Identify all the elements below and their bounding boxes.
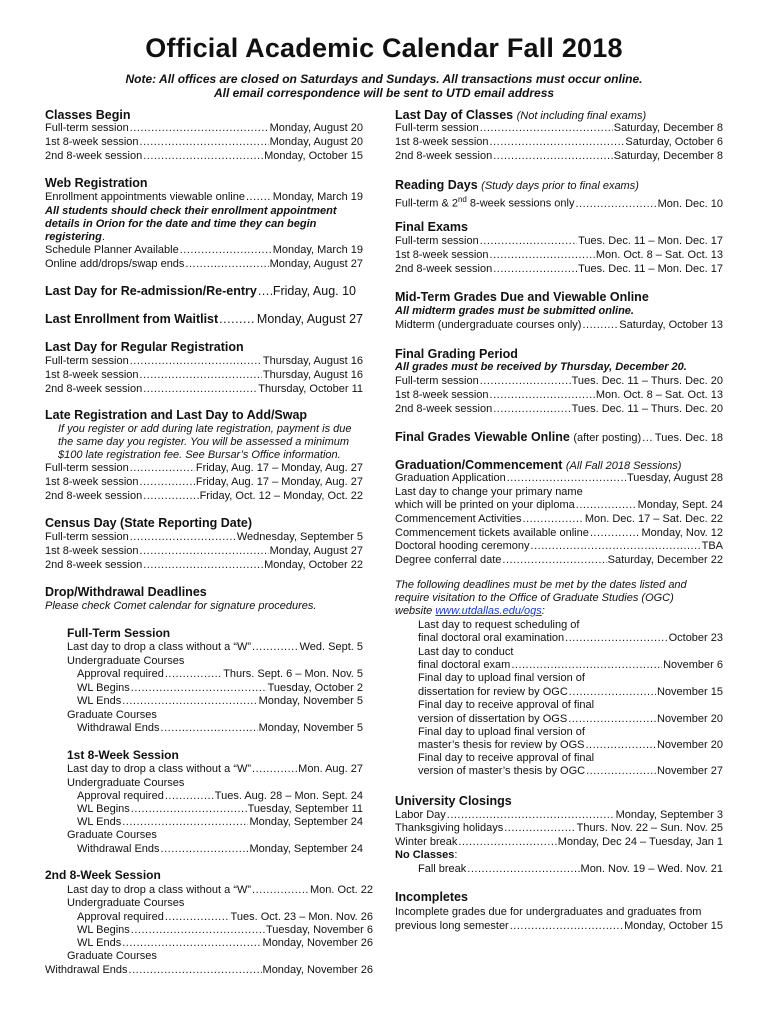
final-grading-row: 2nd 8-week session ..... Tues. Dec. 11 – Thurs. Dec. 20	[395, 403, 723, 416]
first-8-week-heading: 1st 8-Week Session	[67, 748, 179, 762]
census-row: Full-term session ..... Wednesday, September 5	[45, 531, 363, 544]
reading-days-heading: Reading Days (Study days prior to final exams)	[395, 178, 639, 192]
undergraduate-label: Undergraduate Courses	[67, 777, 185, 789]
late-registration-row: 1st 8-week session ..... Friday, Aug. 17 – Monday, Aug. 27	[45, 476, 363, 489]
closings-heading: University Closings	[395, 794, 512, 808]
drop-heading: Drop/Withdrawal Deadlines	[45, 585, 207, 599]
drop-row: WL Begins ..... Tuesday, November 6	[77, 924, 373, 937]
drop-row: Withdrawal Ends ..... Monday, September 24	[77, 843, 363, 856]
ogc-note: website www.utdallas.edu/ogs:	[395, 605, 545, 617]
drop-row: Withdrawal Ends ..... Monday, November 5	[77, 722, 363, 735]
midterm-note: All midterm grades must be submitted online.	[395, 305, 634, 317]
drop-row: WL Begins ..... Tuesday, October 2	[77, 682, 363, 695]
ogc-item-row: final doctoral oral examination ..... October 23	[418, 632, 723, 645]
web-registration-note: registering.	[45, 231, 105, 243]
drop-row: Last day to drop a class without a “W” ..... Mon. Oct. 22	[67, 884, 373, 897]
graduation-row: Commencement tickets available online ..... Monday, Nov. 12	[395, 527, 723, 540]
midterm-heading: Mid-Term Grades Due and Viewable Online	[395, 290, 649, 304]
regular-registration-heading: Last Day for Regular Registration	[45, 340, 244, 354]
drop-row: Approval required ..... Tues. Aug. 28 – Mon. Sept. 24	[77, 790, 363, 803]
late-registration-note: $100 late registration fee. See Bursar’s Office information.	[58, 449, 341, 461]
graduate-label: Graduate Courses	[67, 829, 157, 841]
readmission-row: Last Day for Re-admission/Re-entry ..... Friday, Aug. 10	[45, 284, 363, 299]
classes-begin-heading: Classes Begin	[45, 108, 131, 122]
regular-registration-row: 2nd 8-week session ..... Thursday, October 11	[45, 383, 363, 396]
ogc-item-line: Last day to conduct	[418, 646, 514, 658]
ogc-note: The following deadlines must be met by the dates listed and	[395, 579, 687, 591]
late-registration-row: 2nd 8-week session ..... Friday, Oct. 12 – Monday, Oct. 22	[45, 490, 363, 503]
drop-row: Approval required ..... Tues. Oct. 23 – Mon. Nov. 26	[77, 911, 373, 924]
closings-row: Winter break ..... Monday, Dec 24 – Tuesday, Jan 1	[395, 836, 723, 849]
final-exams-row: 1st 8-week session ..... Mon. Oct. 8 – Sat. Oct. 13	[395, 249, 723, 262]
web-registration-row: Enrollment appointments viewable online ..... Monday, March 19	[45, 191, 363, 204]
ogs-website-link[interactable]: www.utdallas.edu/ogs	[435, 605, 542, 617]
undergraduate-label: Undergraduate Courses	[67, 655, 185, 667]
census-row: 1st 8-week session ..... Monday, August 27	[45, 545, 363, 558]
web-registration-row: Schedule Planner Available ..... Monday, March 19	[45, 244, 363, 257]
ogc-item-row: dissertation for review by OGC ..... November 15	[418, 686, 723, 699]
drop-row: Last day to drop a class without a “W” ..... Mon. Aug. 27	[67, 763, 363, 776]
classes-begin-row: Full-term session ..... Monday, August 20	[45, 122, 363, 135]
late-registration-heading: Late Registration and Last Day to Add/Swap	[45, 408, 308, 422]
ogc-item-line: Final day to receive approval of final	[418, 752, 595, 764]
final-grading-row: 1st 8-week session ..... Mon. Oct. 8 – Sat. Oct. 13	[395, 389, 723, 402]
drop-row: Approval required ..... Thurs. Sept. 6 – Mon. Nov. 5	[77, 668, 363, 681]
web-registration-note: All students should check their enrollment appointment	[45, 205, 337, 217]
last-day-classes-row: 1st 8-week session ..... Saturday, October 6	[395, 136, 723, 149]
ogc-item-line: Final day to receive approval of final	[418, 699, 595, 711]
final-grading-note: All grades must be received by Thursday, December 20.	[395, 361, 687, 373]
last-day-classes-row: Full-term session ..... Saturday, December 8	[395, 122, 723, 135]
reading-days-row: Full-term & 2nd 8-week sessions only ..... Mon. Dec. 10	[395, 193, 723, 211]
graduate-label: Graduate Courses	[67, 709, 157, 721]
final-grading-row: Full-term session ..... Tues. Dec. 11 – Thurs. Dec. 20	[395, 375, 723, 388]
incompletes-row: previous long semester ..... Monday, October 15	[395, 920, 723, 933]
last-day-classes-heading: Last Day of Classes (Not including final exams)	[395, 108, 647, 122]
note-line-1: Note: All offices are closed on Saturdays and Sundays. All transactions must occur online.	[125, 72, 643, 86]
classes-begin-row: 2nd 8-week session ..... Monday, October 15	[45, 150, 363, 163]
final-exams-row: Full-term session ..... Tues. Dec. 11 – Mon. Dec. 17	[395, 235, 723, 248]
late-registration-note: the same day you register. You will be assessed a minimum	[58, 436, 350, 448]
graduation-heading: Graduation/Commencement (All Fall 2018 Sessions)	[395, 458, 682, 472]
undergraduate-label: Undergraduate Courses	[67, 897, 185, 909]
second-8-week-heading: 2nd 8-Week Session	[45, 868, 161, 882]
drop-row: Withdrawal Ends ..... Monday, November 26	[45, 964, 373, 977]
drop-row: WL Begins ..... Tuesday, September 11	[77, 803, 363, 816]
ogc-item-row: master’s thesis for review by OGS ..... November 20	[418, 739, 723, 752]
web-registration-heading: Web Registration	[45, 176, 148, 190]
drop-row: WL Ends ..... Monday, November 5	[77, 695, 363, 708]
web-registration-row: Online add/drops/swap ends ..... Monday, August 27	[45, 258, 363, 271]
drop-note: Please check Comet calendar for signature procedures.	[45, 600, 317, 612]
midterm-row: Midterm (undergraduate courses only) ..... Saturday, October 13	[395, 319, 723, 332]
late-registration-note: If you register or add during late registration, payment is due	[58, 423, 352, 435]
graduation-text: Last day to change your primary name	[395, 486, 583, 498]
final-grades-row: Final Grades Viewable Online (after posting) ..... Tues. Dec. 18	[395, 430, 723, 446]
classes-begin-row: 1st 8-week session ..... Monday, August 20	[45, 136, 363, 149]
ogc-item-row: version of master’s thesis by OGC ..... November 27	[418, 765, 723, 778]
page-title: Official Academic Calendar Fall 2018	[145, 33, 623, 63]
last-day-classes-row: 2nd 8-week session ..... Saturday, December 8	[395, 150, 723, 163]
no-classes-label: No Classes:	[395, 849, 458, 861]
final-exams-row: 2nd 8-week session ..... Tues. Dec. 11 – Mon. Dec. 17	[395, 263, 723, 276]
full-term-heading: Full-Term Session	[67, 626, 171, 640]
incompletes-heading: Incompletes	[395, 890, 468, 904]
waitlist-row: Last Enrollment from Waitlist ..... Monday, August 27	[45, 312, 363, 327]
regular-registration-row: 1st 8-week session ..... Thursday, August 16	[45, 369, 363, 382]
graduation-row: Commencement Activities ..... Mon. Dec. 17 – Sat. Dec. 22	[395, 513, 723, 526]
census-heading: Census Day (State Reporting Date)	[45, 516, 252, 530]
graduation-row: which will be printed on your diploma ..... Monday, Sept. 24	[395, 499, 723, 512]
graduation-row: Doctoral hooding ceremony ..... TBA	[395, 540, 723, 553]
ogc-item-row: final doctoral exam ..... November 6	[418, 659, 723, 672]
web-registration-note: details in Orion for the date and time they can begin	[45, 218, 317, 230]
census-row: 2nd 8-week session ..... Monday, October 22	[45, 559, 363, 572]
final-grading-heading: Final Grading Period	[395, 347, 518, 361]
drop-row: WL Ends ..... Monday, September 24	[77, 816, 363, 829]
ogc-note: require visitation to the Office of Graduate Studies (OGC)	[395, 592, 674, 604]
late-registration-row: Full-term session ..... Friday, Aug. 17 – Monday, Aug. 27	[45, 462, 363, 475]
graduation-row: Graduation Application ..... Tuesday, August 28	[395, 472, 723, 485]
graduation-row: Degree conferral date ..... Saturday, December 22	[395, 554, 723, 567]
ogc-item-line: Last day to request scheduling of	[418, 619, 580, 631]
closings-row: Fall break ..... Mon. Nov. 19 – Wed. Nov. 21	[418, 863, 723, 876]
closings-row: Thanksgiving holidays ..... Thurs. Nov. 22 – Sun. Nov. 25	[395, 822, 723, 835]
closings-row: Labor Day ..... Monday, September 3	[395, 809, 723, 822]
graduate-label: Graduate Courses	[67, 950, 157, 962]
ogc-item-line: Final day to upload final version of	[418, 672, 585, 684]
drop-row: WL Ends ..... Monday, November 26	[77, 937, 373, 950]
incompletes-text: Incomplete grades due for undergraduates and graduates from	[395, 906, 702, 918]
final-exams-heading: Final Exams	[395, 220, 468, 234]
ogc-item-line: Final day to upload final version of	[418, 726, 585, 738]
drop-row: Last day to drop a class without a “W” ..... Wed. Sept. 5	[67, 641, 363, 654]
note-line-2: All email correspondence will be sent to UTD email address	[213, 86, 555, 100]
regular-registration-row: Full-term session ..... Thursday, August 16	[45, 355, 363, 368]
ogc-item-row: version of dissertation by OGS ..... November 20	[418, 713, 723, 726]
